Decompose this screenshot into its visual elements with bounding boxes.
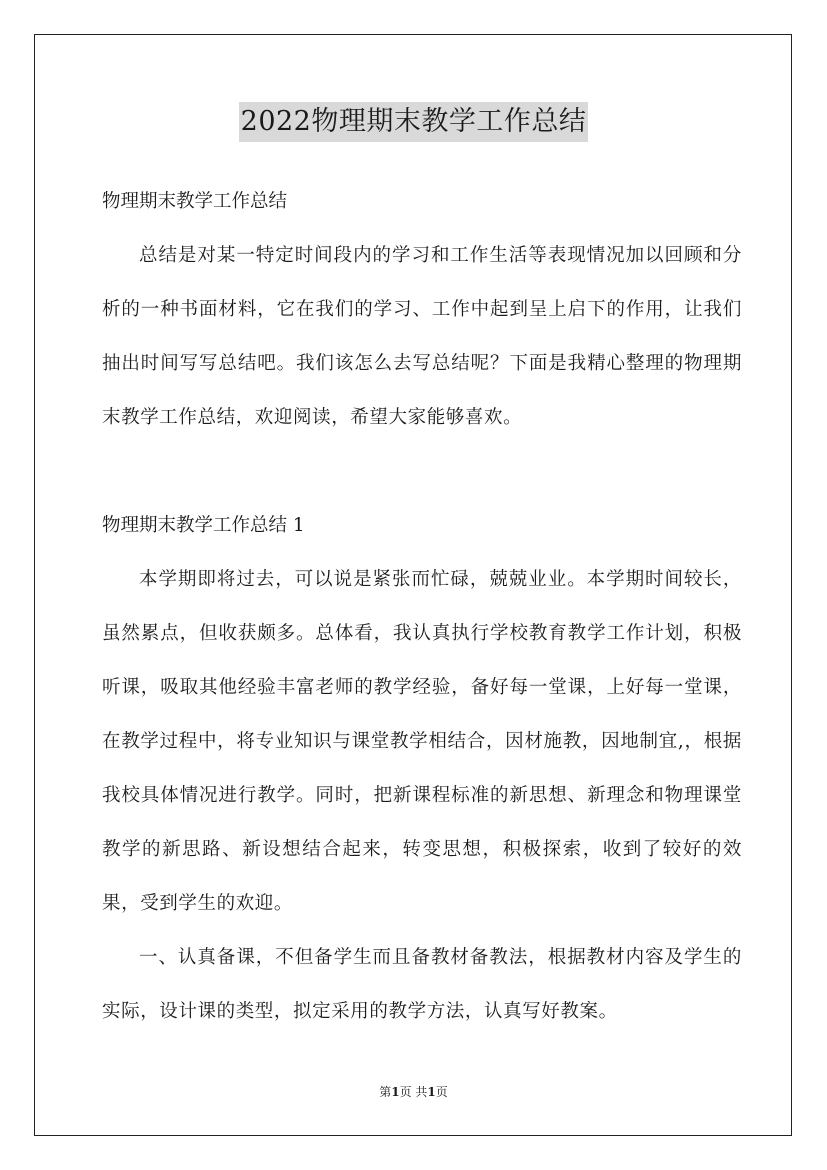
footer-prefix: 第 [379, 1085, 392, 1099]
section-heading: 物理期末教学工作总结 1 [102, 515, 305, 536]
footer-current-page: 1 [391, 1085, 400, 1099]
document-title: 2022物理期末教学工作总结 [239, 102, 589, 142]
section-paragraph-2: 一、认真备课，不但备学生而且备教材备教法，根据教材内容及学生的实际，设计课的类型，拟定采用的教学方法，认真写好教案。 [102, 947, 742, 1022]
page-footer [0, 1082, 827, 1102]
document-body [102, 175, 742, 1039]
title-wrap [0, 102, 827, 142]
section-paragraph-1: 本学期即将过去，可以说是紧张而忙碌，兢兢业业。本学期时间较长，虽然累点，但收获颇多。总体看，我认真执行学校教育教学工作计划，积极听课，吸取其他经验丰富老师的教学经验，备好每一堂课，上好每一堂课，在教学过程中，将专业知识与课堂教学相结合，因材施教，因地制宜,，根据我校具体情况进行教学。同时，把新课程标准的新思想、新理念和物理课堂教学的新思路、新设想结合起来，转变思想，积极探索，收到了较好的效果，受到学生的欢迎。 [102, 569, 742, 914]
footer-suffix: 页 [435, 1085, 448, 1099]
document-subtitle: 物理期末教学工作总结 [102, 191, 288, 212]
footer-mid: 页 共 [399, 1085, 428, 1099]
intro-paragraph: 总结是对某一特定时间段内的学习和工作生活等表现情况加以回顾和分析的一种书面材料，它在我们的学习、工作中起到呈上启下的作用，让我们抽出时间写写总结吧。我们该怎么去写总结呢？下面是我精心整理的物理期末教学工作总结，欢迎阅读，希望大家能够喜欢。 [102, 245, 742, 428]
section-spacer [102, 445, 742, 499]
footer-total-pages: 1 [427, 1085, 436, 1099]
